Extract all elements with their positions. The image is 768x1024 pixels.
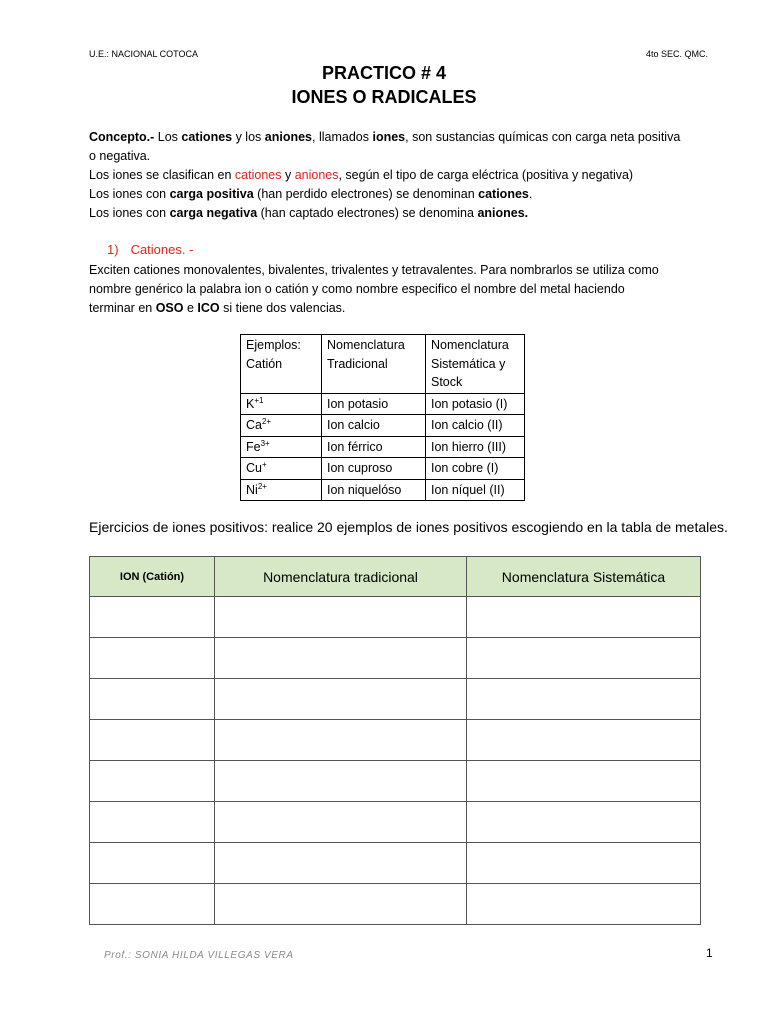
page-title: PRACTICO # 4	[321, 63, 447, 83]
answer-cell[interactable]	[467, 761, 701, 802]
term-iones: iones	[372, 130, 406, 144]
answer-cell[interactable]	[90, 597, 215, 638]
header-cell: ION (Catión)	[90, 557, 215, 597]
cation-cell	[241, 479, 322, 501]
exercise-instruction: Ejercicios de iones positivos: realice 20 ejemplos de iones positivos escogiendo en la tabla de metales.	[89, 519, 728, 535]
answer-cell[interactable]	[467, 720, 701, 761]
section-heading	[107, 242, 193, 257]
table-header-row	[241, 335, 525, 394]
text: y los	[232, 130, 265, 144]
para-line-2: nombre genérico la palabra ion o catión y como nombre especifico el nombre del metal haciendo	[89, 282, 625, 296]
answer-cell[interactable]	[90, 638, 215, 679]
text: si tiene dos valencias.	[219, 301, 346, 315]
answer-cell[interactable]	[467, 802, 701, 843]
answer-cell[interactable]	[90, 843, 215, 884]
answer-cell[interactable]	[467, 884, 701, 925]
answer-cell[interactable]	[90, 679, 215, 720]
answer-cell[interactable]	[215, 720, 467, 761]
grade-label: 4to SEC. QMC.	[646, 49, 709, 59]
school-name: U.E.: NACIONAL COTOCA	[89, 49, 199, 59]
cation-symbol: K	[246, 396, 255, 411]
term-bold: carga negativa	[169, 206, 258, 220]
negative-line	[89, 204, 528, 223]
table-row	[90, 597, 701, 638]
table-row	[90, 761, 701, 802]
text: Los iones con	[89, 206, 170, 220]
term-bold: carga positiva	[169, 187, 254, 201]
text: , llamados	[312, 130, 373, 144]
text: Los	[154, 130, 182, 144]
cation-charge: 2+	[261, 416, 272, 426]
section-number: 1)	[107, 242, 119, 257]
trad-cell: Ion niquelóso	[322, 479, 426, 501]
term-ico: ICO	[197, 301, 220, 315]
text: terminar en	[89, 301, 156, 315]
classify-line	[89, 166, 633, 185]
answer-cell[interactable]	[215, 802, 467, 843]
cation-cell	[241, 393, 322, 415]
answer-cell[interactable]	[90, 761, 215, 802]
term-aniones: aniones	[264, 130, 313, 144]
cation-symbol: Ni	[246, 482, 258, 497]
sist-cell: Ion cobre (I)	[426, 458, 525, 480]
exercise-table	[89, 556, 701, 925]
cation-symbol: Cu	[246, 461, 262, 475]
concept-line-2: o negativa.	[89, 149, 151, 163]
text: Los iones con	[89, 187, 170, 201]
table-row	[90, 638, 701, 679]
header-cell: Nomenclatura Sistemática	[467, 557, 701, 597]
sist-cell: Ion calcio (II)	[426, 415, 525, 437]
cation-charge: +	[261, 459, 267, 469]
term-bold: aniones.	[477, 206, 529, 220]
trad-cell: Ion férrico	[322, 436, 426, 458]
term-cationes: cationes	[234, 168, 282, 182]
page-subtitle: IONES O RADICALES	[291, 87, 477, 107]
table-row	[241, 458, 525, 480]
concept-label: Concepto.-	[89, 130, 155, 144]
term-bold: cationes	[478, 187, 529, 201]
table-row	[241, 436, 525, 458]
text: .	[528, 187, 533, 201]
trad-cell: Ion potasio	[322, 393, 426, 415]
answer-cell[interactable]	[215, 638, 467, 679]
cation-charge: 2+	[257, 481, 267, 491]
term-aniones: aniones	[294, 168, 339, 182]
answer-cell[interactable]	[215, 761, 467, 802]
text: , son sustancias químicas con carga neta positiva	[405, 130, 681, 144]
answer-cell[interactable]	[90, 720, 215, 761]
answer-cell[interactable]	[467, 679, 701, 720]
table-header-row	[90, 557, 701, 597]
concept-line	[89, 128, 680, 147]
answer-cell[interactable]	[467, 597, 701, 638]
section-title: Cationes. -	[130, 242, 194, 257]
header-cell: Nomenclatura Tradicional	[322, 335, 426, 394]
text: (han captado electrones) se denomina	[257, 206, 478, 220]
examples-table	[240, 334, 525, 501]
cation-symbol: Ca	[246, 418, 262, 432]
cation-cell	[241, 436, 322, 458]
footer-author: Prof.: SONIA HILDA VILLEGAS VERA	[104, 950, 294, 961]
answer-cell[interactable]	[215, 843, 467, 884]
positive-line	[89, 185, 532, 204]
answer-cell[interactable]	[467, 843, 701, 884]
table-row	[90, 720, 701, 761]
header-cell: Nomenclatura tradicional	[215, 557, 467, 597]
answer-cell[interactable]	[90, 884, 215, 925]
answer-cell[interactable]	[215, 597, 467, 638]
answer-cell[interactable]	[467, 638, 701, 679]
answer-cell[interactable]	[90, 802, 215, 843]
table-row	[241, 479, 525, 501]
sist-cell: Ion potasio (I)	[426, 393, 525, 415]
answer-cell[interactable]	[215, 679, 467, 720]
table-row	[90, 679, 701, 720]
text: y	[281, 168, 295, 182]
para-line-3	[89, 299, 345, 318]
text: e	[183, 301, 198, 315]
trad-cell: Ion cuproso	[322, 458, 426, 480]
text: , según el tipo de carga eléctrica (positiva y negativa)	[338, 168, 634, 182]
sist-cell: Ion níquel (II)	[426, 479, 525, 501]
term-cationes: cationes	[181, 130, 233, 144]
sist-cell: Ion hierro (III)	[426, 436, 525, 458]
text: Los iones se clasifican en	[89, 168, 235, 182]
table-row	[90, 884, 701, 925]
table-row	[241, 393, 525, 415]
trad-cell: Ion calcio	[322, 415, 426, 437]
header-cell: Nomenclatura Sistemática y Stock	[426, 335, 525, 394]
table-row	[90, 802, 701, 843]
cation-cell	[241, 458, 322, 480]
cation-charge: 3+	[260, 438, 270, 448]
table-row	[241, 415, 525, 437]
cation-cell	[241, 415, 322, 437]
term-oso: OSO	[155, 301, 184, 315]
cation-symbol: Fe	[246, 439, 261, 454]
page-number: 1	[706, 946, 713, 960]
para-line-1: Exciten cationes monovalentes, bivalentes, trivalentes y tetravalentes. Para nombrarlos se utiliza como	[89, 263, 659, 277]
text: (han perdido electrones) se denominan	[253, 187, 479, 201]
table-row	[90, 843, 701, 884]
answer-cell[interactable]	[215, 884, 467, 925]
cation-charge: +1	[254, 395, 264, 405]
header-cell: Ejemplos: Catión	[241, 335, 322, 394]
